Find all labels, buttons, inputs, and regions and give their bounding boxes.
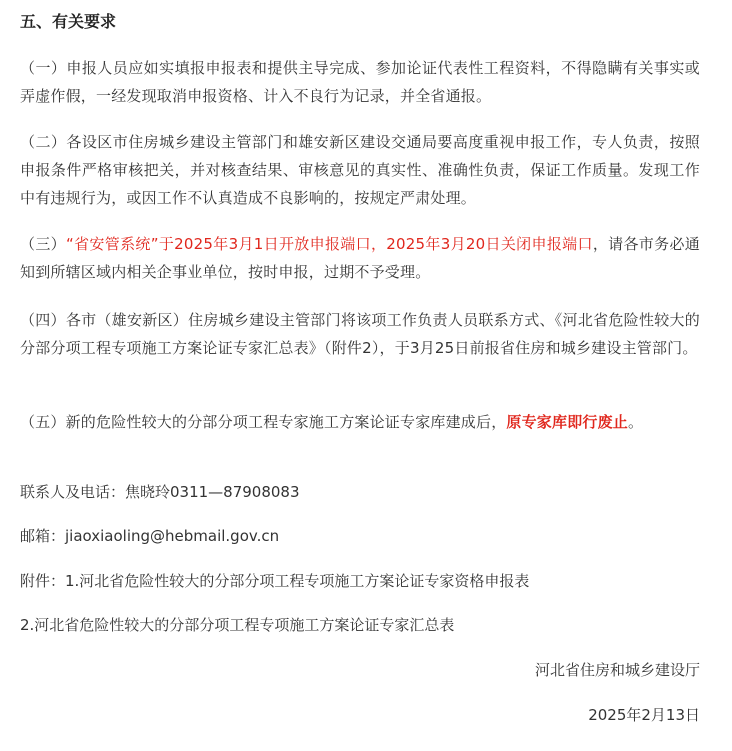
item5-prefix: （五）新的危险性较大的分部分项工程专家施工方案论证专家库建成后， <box>20 413 507 431</box>
requirement-item-1: （一）申报人员应如实填报申报表和提供主导完成、参加论证代表性工程资料，不得隐瞒有关事实或弄虚作假，一经发现取消申报资格、计入不良行为记录，并全省通报。 <box>20 59 700 105</box>
item5-suffix: 。 <box>628 413 644 431</box>
item3-highlight: “省安管系统”于2025年3月1日开放申报端口，2025年3月20日关闭申报端口 <box>65 235 593 253</box>
contact-phone: 联系人及电话：焦晓玲0311—87908083 <box>20 483 300 501</box>
requirement-item-5 <box>20 408 700 436</box>
contact-email: 邮箱：jiaoxiaoling@hebmail.gov.cn <box>20 527 280 545</box>
attachment-2: 2.河北省危险性较大的分部分项工程专项施工方案论证专家汇总表 <box>20 616 455 634</box>
item5-highlight: 原专家库即行废止 <box>506 413 629 431</box>
issuer: 河北省住房和城乡建设厅 <box>534 661 700 679</box>
issue-date: 2025年2月13日 <box>588 706 700 724</box>
item3-rest: ，请各市务必通知到所辖区域内相关企事业单位，按时申报，过期不予受理。 <box>20 235 700 281</box>
requirement-item-3 <box>20 230 700 286</box>
requirement-item-2: （二）各设区市住房城乡建设主管部门和雄安新区建设交通局要高度重视申报工作，专人负责，按照申报条件严格审核把关，并对核查结果、审核意见的真实性、准确性负责，保证工作质量。发现工作中有违规行为，或因工作不认真造成不良影响的，按规定严肃处理。 <box>20 133 700 207</box>
section-title: 五、有关要求 <box>20 12 117 31</box>
requirement-item-4: （四）各市（雄安新区）住房城乡建设主管部门将该项工作负责人员联系方式、《河北省危险性较大的分部分项工程专项施工方案论证专家汇总表》（附件2），于3月25日前报省住房和城乡建设主管部门。 <box>20 311 700 357</box>
item3-prefix: （三） <box>20 235 66 253</box>
attachment-1: 附件：1.河北省危险性较大的分部分项工程专项施工方案论证专家资格申报表 <box>20 572 530 590</box>
